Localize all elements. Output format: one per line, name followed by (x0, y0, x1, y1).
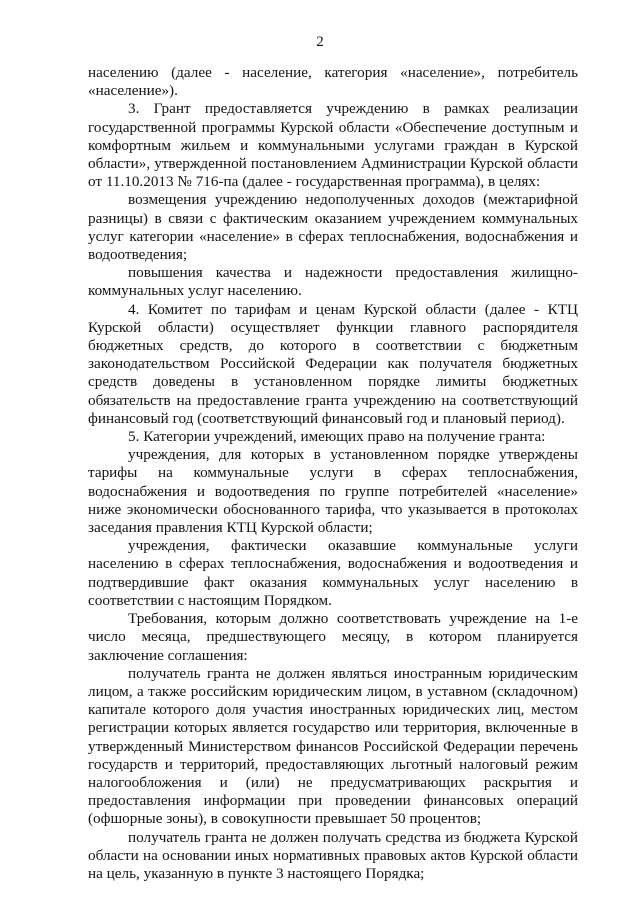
paragraph-item-5-categories: 5. Категории учреждений, имеющих право на получение гранта: (128, 428, 546, 446)
paragraph-goal-quality: повышения качества и надежности предоставления жилищно-коммунальных услуг населению. (88, 264, 578, 300)
paragraph-item-4-committee: 4. Комитет по тарифам и ценам Курской области (далее - КТЦ Курской области) осуществляет функции главного распорядителя бюджетных средств, до которого в соответствии с бюджетным законодательством Российской Федерации как получателя бюджетных средств доведены в установленном порядке лимиты бюджетных обязательств на предоставление гранта учреждению на соответствующий финансовый год (соответствующий финансовый год и плановый период). (88, 300, 578, 427)
paragraph-requirement-foreign: получатель гранта не должен являться иностранным юридическим лицом, а также российским юридическим лицом, в уставном (складочном) капитале которого доля участия иностранных юридических лиц, местом регистрации которых является государство или территория, включенные в утвержденный Министерством финансов Российской Федерации перечень государств и территорий, предоставляющих льготный налоговый режим налогообложения и (или) не предусматривающих раскрытия и предоставления информации при проведении финансовых операций (офшорные зоны), в совокупности превышает 50 процентов; (88, 664, 578, 828)
paragraph-item-3-grant-purpose: 3. Грант предоставляется учреждению в рамках реализации государственной программы Курской области «Обеспечение доступным и комфортным жильем и коммунальными услугами граждан в Курской области», утвержденной постановлением Администрации Курской области от 11.10.2013 № 716-па (далее - государственная программа), в целях: (88, 100, 578, 191)
paragraph-requirement-no-other-funds: получатель гранта не должен получать средства из бюджета Курской области на основании иных нормативных правовых актов Курской области на цель, указанную в пункте 3 настоящего Порядка; (88, 828, 578, 882)
page-number: 2 (316, 34, 324, 50)
paragraph-continuation: населению (далее - население, категория «население», потребитель «население»). (88, 64, 578, 100)
document-body (88, 64, 578, 883)
paragraph-requirements-intro: Требования, которым должно соответствовать учреждение на 1-е число месяца, предшествующего месяцу, в котором планируется заключение соглашения: (88, 610, 578, 664)
paragraph-category-services: учреждения, фактически оказавшие коммунальные услуги населению в сферах теплоснабжения, водоснабжения и водоотведения и подтвердившие факт оказания коммунальных услуг населению в соответствии с настоящим Порядком. (88, 537, 578, 609)
paragraph-category-tariffs: учреждения, для которых в установленном порядке утверждены тарифы на коммунальные услуги в сферах теплоснабжения, водоснабжения и водоотведения по группе потребителей «население» ниже экономически обоснованного тарифа, что указывается в протоколах заседания правления КТЦ Курской области; (88, 446, 578, 537)
paragraph-goal-compensation: возмещения учреждению недополученных доходов (межтарифной разницы) в связи с фактическим оказанием учреждением коммунальных услуг категории «население» в сферах теплоснабжения, водоснабжения и водоотведения; (88, 191, 578, 264)
